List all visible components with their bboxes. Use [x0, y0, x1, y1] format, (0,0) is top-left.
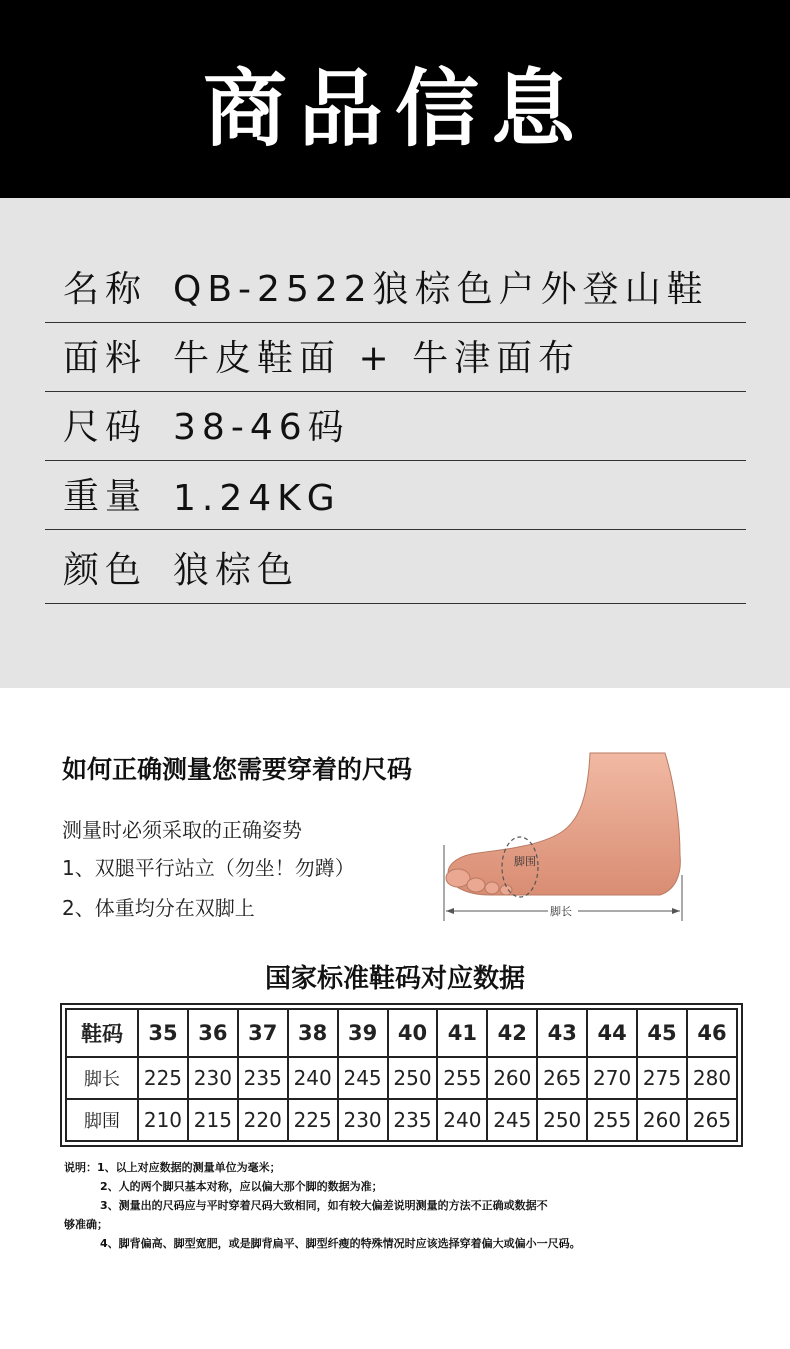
header-banner	[0, 0, 790, 198]
table-cell: 39	[338, 1009, 388, 1057]
info-value: 1.24KG	[173, 478, 341, 519]
row-label: 鞋码	[66, 1009, 138, 1057]
foot-icon	[430, 745, 700, 925]
table-cell: 230	[338, 1099, 388, 1141]
table-cell: 225	[138, 1057, 188, 1099]
table-cell: 44	[587, 1009, 637, 1057]
info-row-name	[45, 260, 746, 323]
table-cell: 41	[437, 1009, 487, 1057]
table-cell: 260	[637, 1099, 687, 1141]
table-cell: 43	[537, 1009, 587, 1057]
table-cell: 210	[138, 1099, 188, 1141]
table-cell: 225	[288, 1099, 338, 1141]
table-cell: 265	[687, 1099, 737, 1141]
note-line: 3、测量出的尺码应与平时穿着尺码大致相同，如有较大偏差说明测量的方法不正确或数据不	[100, 1199, 548, 1212]
measure-title: 如何正确测量您需要穿着的尺码	[62, 755, 413, 784]
size-table-frame	[60, 1003, 743, 1147]
table-cell: 36	[188, 1009, 238, 1057]
table-cell: 215	[188, 1099, 238, 1141]
table-cell: 235	[238, 1057, 288, 1099]
info-label: 重量	[63, 476, 148, 517]
size-table-title: 国家标准鞋码对应数据	[264, 964, 525, 994]
row-label: 脚围	[66, 1099, 138, 1141]
table-cell: 245	[487, 1099, 537, 1141]
table-cell: 270	[587, 1057, 637, 1099]
table-cell: 38	[288, 1009, 338, 1057]
note-line: 4、脚背偏高、脚型宽肥，或是脚背扁平、脚型纤瘦的特殊情况时应该选择穿着偏大或偏小一尺码。	[100, 1237, 581, 1250]
info-label: 尺码	[63, 407, 148, 448]
measure-step: 2、体重均分在双脚上	[62, 896, 255, 920]
info-label: 名称	[63, 269, 148, 310]
table-cell: 35	[138, 1009, 188, 1057]
table-cell: 280	[687, 1057, 737, 1099]
info-value: QB-2522狼棕色户外登山鞋	[173, 269, 709, 310]
table-cell: 230	[188, 1057, 238, 1099]
note-line: 说明：1、以上对应数据的测量单位为毫米；	[64, 1161, 281, 1174]
table-cell: 245	[338, 1057, 388, 1099]
info-value: 狼棕色	[173, 550, 300, 591]
table-cell: 220	[238, 1099, 288, 1141]
table-cell: 235	[388, 1099, 438, 1141]
table-cell: 250	[537, 1099, 587, 1141]
table-row	[66, 1009, 737, 1057]
table-cell: 255	[437, 1057, 487, 1099]
table-cell: 255	[587, 1099, 637, 1141]
info-row-weight	[45, 467, 746, 530]
info-value: 38-46码	[173, 407, 350, 448]
measure-step: 1、双腿平行站立（勿坐！勿蹲）	[62, 856, 355, 880]
table-cell: 240	[437, 1099, 487, 1141]
table-cell: 46	[687, 1009, 737, 1057]
foot-girth-label: 脚围	[514, 855, 536, 868]
table-cell: 37	[238, 1009, 288, 1057]
info-row-size	[45, 398, 746, 461]
table-cell: 260	[487, 1057, 537, 1099]
product-info-panel	[0, 198, 790, 688]
info-value: 牛皮鞋面 + 牛津面布	[173, 338, 581, 379]
page-title: 商品信息	[202, 59, 587, 158]
table-cell: 265	[537, 1057, 587, 1099]
size-table	[65, 1008, 738, 1142]
info-row-material	[45, 329, 746, 392]
table-cell: 275	[637, 1057, 687, 1099]
notes-block	[64, 1158, 744, 1253]
measure-subtitle: 测量时必须采取的正确姿势	[62, 818, 302, 842]
note-line: 2、人的两个脚只基本对称，应以偏大那个脚的数据为准；	[100, 1180, 383, 1193]
table-cell: 40	[388, 1009, 438, 1057]
foot-length-label: 脚长	[550, 905, 572, 918]
info-label: 面料	[63, 338, 148, 379]
info-label: 颜色	[63, 550, 148, 591]
table-cell: 42	[487, 1009, 537, 1057]
table-cell: 240	[288, 1057, 338, 1099]
foot-illustration	[430, 745, 700, 925]
table-row	[66, 1099, 737, 1141]
table-cell: 45	[637, 1009, 687, 1057]
info-row-color	[45, 536, 746, 604]
table-cell: 250	[388, 1057, 438, 1099]
note-line: 够准确；	[64, 1218, 108, 1231]
table-row	[66, 1057, 737, 1099]
row-label: 脚长	[66, 1057, 138, 1099]
